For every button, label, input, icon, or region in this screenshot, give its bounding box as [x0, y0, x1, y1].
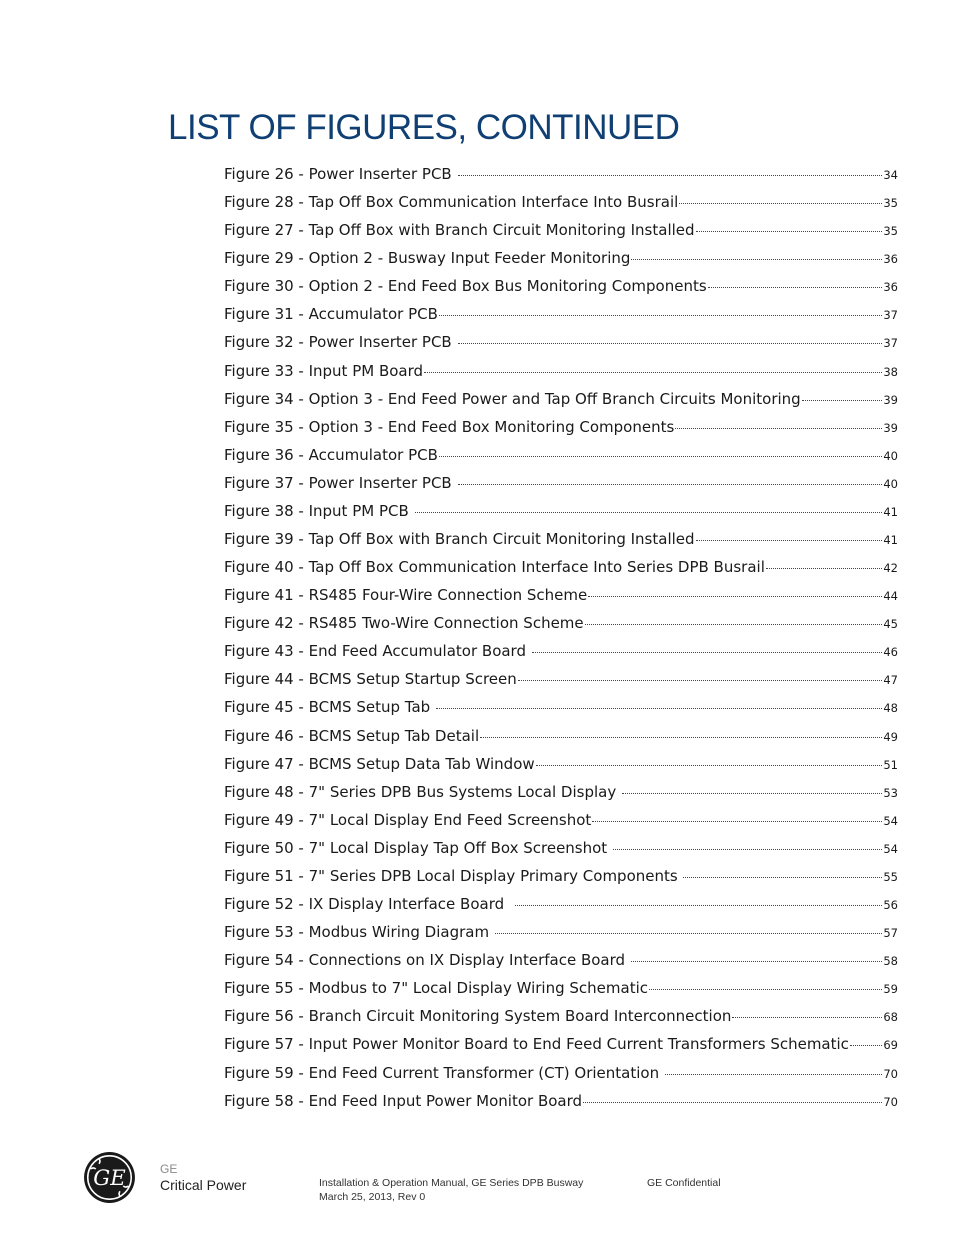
- toc-entry-page: 44: [883, 589, 898, 604]
- toc-entry-page: 36: [883, 280, 898, 295]
- toc-entry[interactable]: [224, 918, 898, 946]
- toc-entry-page: 47: [883, 673, 898, 688]
- toc-entry-title: Figure 38 - Input PM PCB: [224, 501, 414, 520]
- toc-entry-title: Figure 41 - RS485 Four-Wire Connection Scheme: [224, 586, 588, 605]
- toc-entry-title: Figure 30 - Option 2 - End Feed Box Bus Monitoring Components: [224, 277, 707, 296]
- toc-entry-page: 40: [883, 448, 898, 463]
- dot-leader: [515, 905, 883, 906]
- toc-entry[interactable]: [224, 525, 898, 553]
- toc-entry[interactable]: [224, 722, 898, 750]
- toc-entry-page: 42: [883, 561, 898, 576]
- toc-entry-title: Figure 50 - 7" Local Display Tap Off Box Screenshot: [224, 838, 612, 857]
- toc-entry[interactable]: [224, 385, 898, 413]
- dot-leader: [622, 793, 882, 794]
- dot-leader: [683, 877, 882, 878]
- toc-entry-title: Figure 51 - 7" Series DPB Local Display Primary Components: [224, 866, 683, 885]
- toc-entry-title: Figure 55 - Modbus to 7" Local Display Wiring Schematic: [224, 979, 648, 998]
- toc-entry[interactable]: [224, 469, 898, 497]
- toc-entry[interactable]: [224, 160, 898, 188]
- toc-entry-title: Figure 59 - End Feed Current Transformer (CT) Orientation: [224, 1063, 664, 1082]
- toc-entry[interactable]: [224, 693, 898, 721]
- toc-entry-page: 56: [883, 898, 898, 913]
- toc-entry-page: 39: [883, 392, 898, 407]
- toc-entry-title: Figure 48 - 7" Series DPB Bus Systems Local Display: [224, 782, 621, 801]
- toc-entry-title: Figure 33 - Input PM Board: [224, 361, 424, 380]
- toc-entry[interactable]: [224, 637, 898, 665]
- toc-entry-title: Figure 26 - Power Inserter PCB: [224, 165, 457, 183]
- toc-entry[interactable]: [224, 750, 898, 778]
- document-title: Installation & Operation Manual, GE Series DPB Busway: [319, 1177, 584, 1189]
- toc-entry-title: Figure 36 - Accumulator PCB: [224, 445, 438, 464]
- confidential-label: GE Confidential: [647, 1177, 721, 1189]
- dot-leader: [696, 540, 883, 541]
- toc-entry-title: Figure 34 - Option 3 - End Feed Power and Tap Off Branch Circuits Monitoring: [224, 389, 801, 408]
- dot-leader: [439, 315, 882, 316]
- toc-entry-title: Figure 42 - RS485 Two-Wire Connection Scheme: [224, 614, 584, 633]
- toc-entry-page: 35: [883, 196, 898, 211]
- toc-entry-page: 54: [883, 813, 898, 828]
- toc-entry-title: Figure 45 - BCMS Setup Tab: [224, 698, 435, 717]
- toc-entry-title: Figure 46 - BCMS Setup Tab Detail: [224, 726, 480, 745]
- dot-leader: [495, 933, 883, 934]
- company-line-2: Critical Power: [160, 1177, 247, 1193]
- toc-entry-title: Figure 47 - BCMS Setup Data Tab Window: [224, 754, 535, 773]
- toc-entry[interactable]: [224, 974, 898, 1002]
- dot-leader: [458, 484, 883, 485]
- logo-text: GE: [93, 1164, 126, 1190]
- dot-leader: [415, 512, 883, 513]
- toc-entry[interactable]: [224, 497, 898, 525]
- dot-leader: [696, 231, 883, 232]
- document-date: March 25, 2013, Rev 0: [319, 1191, 426, 1203]
- document-info: [319, 1176, 583, 1204]
- toc-entry[interactable]: [224, 834, 898, 862]
- dot-leader: [583, 1102, 882, 1103]
- dot-leader: [665, 1074, 882, 1075]
- dot-leader: [631, 961, 883, 962]
- toc-entry[interactable]: [224, 553, 898, 581]
- toc-entry-page: 48: [883, 701, 898, 716]
- toc-entry-page: 37: [883, 308, 898, 323]
- dot-leader: [679, 203, 882, 204]
- dot-leader: [536, 765, 883, 766]
- dot-leader: [766, 568, 883, 569]
- toc-entry-page: 36: [883, 252, 898, 267]
- company-block: [160, 1161, 246, 1193]
- toc-entry-title: Figure 28 - Tap Off Box Communication Interface Into Busrail: [224, 193, 679, 212]
- dot-leader: [631, 259, 882, 260]
- dot-leader: [480, 737, 882, 738]
- toc-entry-page: 58: [883, 954, 898, 969]
- dot-leader: [613, 849, 882, 850]
- toc-entry[interactable]: [224, 216, 898, 244]
- toc-entry-page: 41: [883, 533, 898, 548]
- dot-leader: [675, 428, 882, 429]
- toc-entry-title: Figure 57 - Input Power Monitor Board to End Feed Current Transformers Schematic: [224, 1035, 849, 1054]
- toc-entry-title: Figure 32 - Power Inserter PCB: [224, 333, 457, 352]
- toc-entry-page: 41: [883, 504, 898, 519]
- toc-entry-title: Figure 49 - 7" Local Display End Feed Screenshot: [224, 810, 592, 829]
- ge-logo-icon: [83, 1151, 136, 1204]
- toc-entry-page: 46: [883, 645, 898, 660]
- dot-leader: [802, 400, 883, 401]
- dot-leader: [436, 708, 882, 709]
- toc-entry-title: Figure 58 - End Feed Input Power Monitor Board: [224, 1091, 583, 1110]
- toc-entry-page: 55: [883, 869, 898, 884]
- dot-leader: [585, 624, 883, 625]
- toc-entry-page: 54: [883, 841, 898, 856]
- toc-entry-page: 35: [883, 224, 898, 239]
- toc-entry[interactable]: [224, 946, 898, 974]
- dot-leader: [458, 343, 883, 344]
- toc-entry-title: Figure 37 - Power Inserter PCB: [224, 473, 457, 492]
- toc-entry-title: Figure 54 - Connections on IX Display Interface Board: [224, 951, 630, 970]
- dot-leader: [458, 175, 883, 176]
- toc-entry[interactable]: [224, 272, 898, 300]
- toc-entry[interactable]: [224, 413, 898, 441]
- toc-entry-page: 39: [883, 420, 898, 435]
- figures-list: [224, 160, 898, 1115]
- dot-leader: [532, 652, 883, 653]
- toc-entry[interactable]: [224, 1002, 898, 1030]
- toc-entry[interactable]: [224, 328, 898, 356]
- dot-leader: [732, 1017, 882, 1018]
- toc-entry[interactable]: [224, 890, 898, 918]
- toc-entry[interactable]: [224, 581, 898, 609]
- dot-leader: [424, 372, 882, 373]
- toc-entry[interactable]: [224, 1059, 898, 1087]
- company-line-1: GE: [160, 1162, 178, 1176]
- toc-entry-title: Figure 27 - Tap Off Box with Branch Circuit Monitoring Installed: [224, 221, 695, 240]
- toc-entry-page: 69: [883, 1038, 898, 1053]
- toc-entry[interactable]: [224, 357, 898, 385]
- dot-leader: [518, 680, 883, 681]
- toc-entry-title: Figure 29 - Option 2 - Busway Input Feeder Monitoring: [224, 249, 631, 268]
- toc-entry-page: 51: [883, 757, 898, 772]
- toc-entry[interactable]: [224, 1087, 898, 1115]
- toc-entry-title: Figure 44 - BCMS Setup Startup Screen: [224, 670, 517, 689]
- toc-entry-page: 45: [883, 617, 898, 632]
- page-title: LIST OF FIGURES, CONTINUED: [168, 108, 680, 147]
- toc-entry-page: 70: [883, 1094, 898, 1109]
- toc-entry-page: 70: [883, 1066, 898, 1081]
- toc-entry[interactable]: [224, 300, 898, 328]
- toc-entry-page: 34: [883, 168, 898, 182]
- toc-entry-page: 38: [883, 364, 898, 379]
- toc-entry-page: 68: [883, 1010, 898, 1025]
- toc-entry-title: Figure 53 - Modbus Wiring Diagram: [224, 923, 494, 942]
- dot-leader: [649, 989, 882, 990]
- dot-leader: [592, 821, 882, 822]
- toc-entry[interactable]: [224, 188, 898, 216]
- toc-entry[interactable]: [224, 441, 898, 469]
- toc-entry[interactable]: [224, 665, 898, 693]
- toc-entry-title: Figure 40 - Tap Off Box Communication Interface Into Series DPB Busrail: [224, 558, 765, 577]
- toc-entry-page: 37: [883, 336, 898, 351]
- toc-entry-title: Figure 31 - Accumulator PCB: [224, 305, 438, 324]
- dot-leader: [588, 596, 882, 597]
- toc-entry-page: 53: [883, 785, 898, 800]
- toc-entry-title: Figure 56 - Branch Circuit Monitoring System Board Interconnection: [224, 1007, 732, 1026]
- dot-leader: [439, 456, 882, 457]
- toc-entry[interactable]: [224, 609, 898, 637]
- dot-leader: [850, 1045, 882, 1046]
- toc-entry-title: Figure 52 - IX Display Interface Board: [224, 895, 514, 914]
- toc-entry[interactable]: [224, 1030, 898, 1058]
- dot-leader: [708, 287, 883, 288]
- toc-entry-title: Figure 43 - End Feed Accumulator Board: [224, 642, 531, 661]
- toc-entry[interactable]: [224, 862, 898, 890]
- toc-entry[interactable]: [224, 244, 898, 272]
- toc-entry[interactable]: [224, 778, 898, 806]
- toc-entry[interactable]: [224, 806, 898, 834]
- toc-entry-page: 59: [883, 982, 898, 997]
- toc-entry-page: 40: [883, 476, 898, 491]
- toc-entry-page: 49: [883, 729, 898, 744]
- toc-entry-page: 57: [883, 926, 898, 941]
- toc-entry-title: Figure 39 - Tap Off Box with Branch Circuit Monitoring Installed: [224, 530, 695, 549]
- toc-entry-title: Figure 35 - Option 3 - End Feed Box Monitoring Components: [224, 417, 675, 436]
